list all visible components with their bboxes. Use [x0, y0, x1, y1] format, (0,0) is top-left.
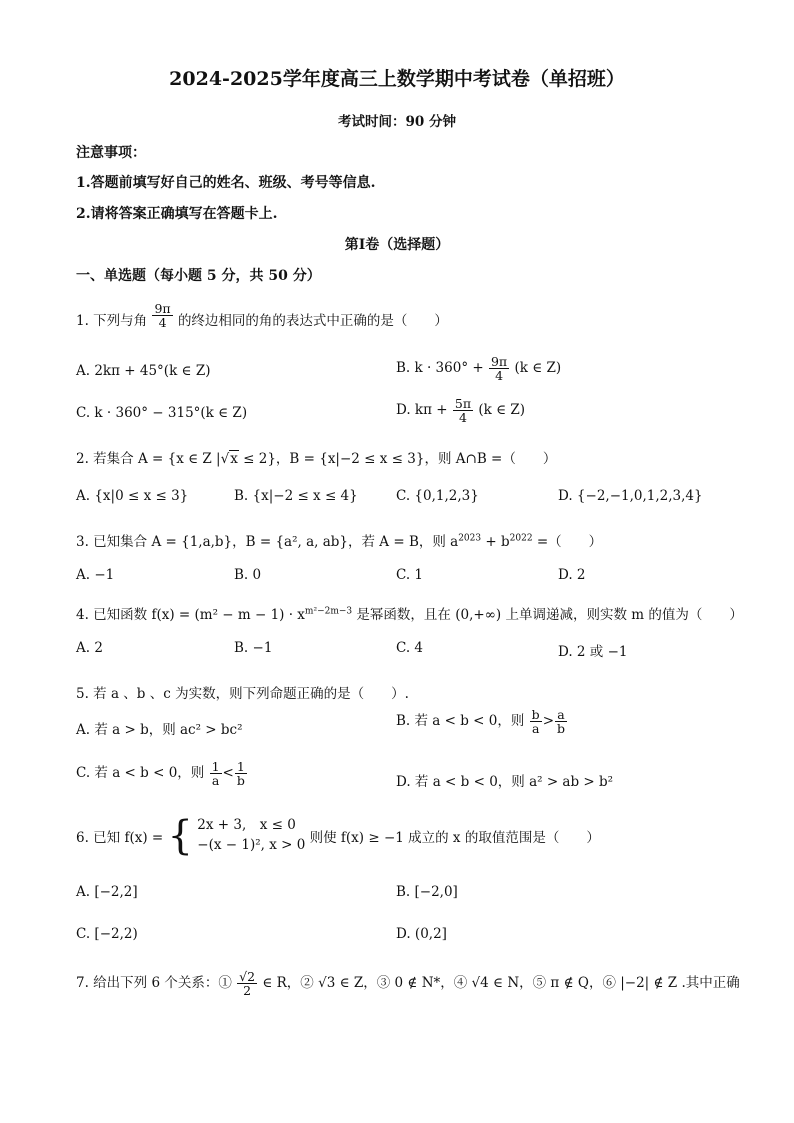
question-6: [76, 813, 600, 859]
part-title: 第Ⅰ卷（选择题）: [344, 237, 450, 253]
question-2: [76, 447, 556, 467]
notes-item-1: 1.答题前填写好自己的姓名、班级、考号等信息.: [76, 175, 376, 191]
q4-pre: 4. 已知函数 f(x) = (m² − m − 1) · x: [76, 607, 305, 623]
q3-option-c[interactable]: C. 1: [396, 567, 424, 583]
q1-frac-den: 4: [158, 315, 167, 331]
q4-exp: m²−2m−3: [304, 606, 353, 617]
question-4: [76, 603, 743, 623]
q7-frac: [237, 970, 257, 997]
q5-b-frac1: [530, 708, 542, 735]
q1-d-pre: D. kπ +: [396, 402, 448, 419]
q3-exp2: 2022: [509, 533, 533, 544]
q5-option-a[interactable]: A. 若 a > b，则 ac² > bc²: [76, 722, 243, 738]
q1-option-a[interactable]: A. 2kπ + 45°(k ∈ Z): [76, 363, 211, 379]
q1-post: 的终边相同的角的表达式中正确的是（ ）: [177, 313, 448, 329]
q3-option-d[interactable]: D. 2: [558, 567, 586, 583]
section-title: 一、单选题（每小题 5 分，共 50 分）: [76, 268, 321, 284]
q3-exp1: 2023: [458, 533, 482, 544]
q3-option-b[interactable]: B. 0: [234, 567, 262, 583]
exam-title: 2024-2025学年度高三上数学期中考试卷（单招班）: [169, 68, 625, 90]
q4-post: 是幂函数，且在 (0,+∞) 上单调递减，则实数 m 的值为（ ）: [352, 607, 743, 623]
q6-case-1: 2x + 3, x ≤ 0: [197, 817, 296, 834]
q7-frac-den: 2: [243, 983, 252, 999]
q2-post: ≤ 2}，B = {x|−2 ≤ x ≤ 3}，则 A∩B =（ ）: [238, 451, 557, 467]
q2-pre: 2. 若集合 A = {x ∈ Z |: [76, 451, 221, 467]
q5-c-lt: <: [222, 765, 234, 782]
q3-option-a[interactable]: A. −1: [76, 567, 115, 583]
q5-b-pre: B. 若 a < b < 0，则: [396, 713, 525, 730]
q1-option-b[interactable]: [396, 355, 561, 382]
q4-option-d[interactable]: D. 2 或 −1: [558, 644, 628, 660]
question-7: [76, 970, 740, 997]
q7-frac-num: √2: [239, 969, 256, 984]
q6-case-2: −(x − 1)², x > 0: [197, 837, 306, 853]
q1-b-frac: [489, 355, 509, 382]
q6-pre: 6. 已知 f(x) =: [76, 830, 164, 846]
q1-fraction: [152, 302, 172, 329]
q5-b-gt: >: [542, 713, 554, 730]
q4-option-c[interactable]: C. 4: [396, 640, 424, 656]
question-3: [76, 530, 602, 550]
q1-option-d[interactable]: [396, 397, 525, 424]
q4-option-a[interactable]: A. 2: [76, 640, 103, 656]
notes-heading: 注意事项：: [76, 145, 146, 161]
q7-pre: 7. 给出下列 6 个关系：①: [76, 975, 232, 992]
q7-post: ∈ R，② √3 ∈ Z，③ 0 ∉ N*，④ √4 ∈ N，⑤ π ∉ Q，⑥ |−2| ∉ Z .其中正确: [262, 975, 740, 992]
q1-b-post: (k ∈ Z): [514, 360, 562, 377]
q2-sqrt: x: [230, 451, 238, 467]
q5-c-pre: C. 若 a < b < 0，则: [76, 765, 205, 782]
q1-option-c[interactable]: C. k · 360° − 315°(k ∈ Z): [76, 405, 248, 421]
q1-b-pre: B. k · 360° +: [396, 360, 484, 377]
q1-b-num: 9π: [490, 354, 508, 369]
q6-option-a[interactable]: A. [−2,2]: [76, 884, 138, 900]
q5-b-frac2: [555, 708, 567, 735]
q2-option-d[interactable]: D. {−2,−1,0,1,2,3,4}: [558, 488, 703, 504]
q5-b-n2: a: [557, 707, 565, 722]
q6-option-d[interactable]: D. (0,2]: [396, 926, 447, 942]
q5-c-n2: 1: [236, 759, 245, 774]
q5-option-c[interactable]: [76, 760, 248, 787]
q5-b-d2: b: [557, 721, 566, 737]
q5-c-frac2: [235, 760, 247, 787]
q5-b-n1: b: [531, 707, 540, 722]
q5-option-b[interactable]: [396, 708, 568, 735]
q6-brace: {: [167, 813, 193, 859]
q1-d-den: 4: [459, 410, 467, 426]
q6-option-b[interactable]: B. [−2,0]: [396, 884, 458, 900]
q2-sqrt-sign: √: [220, 451, 230, 467]
q6-cases: [197, 816, 305, 855]
q2-option-b[interactable]: B. {x|−2 ≤ x ≤ 4}: [234, 488, 358, 504]
q1-pre: 1. 下列与角: [76, 313, 148, 329]
exam-time: 考试时间：90 分钟: [338, 114, 456, 130]
q5-b-d1: a: [531, 721, 540, 737]
q3-post: =（ ）: [532, 534, 603, 550]
q5-option-d[interactable]: D. 若 a < b < 0，则 a² > ab > b²: [396, 774, 614, 790]
q2-option-c[interactable]: C. {0,1,2,3}: [396, 488, 479, 504]
q1-b-den: 4: [495, 368, 504, 384]
q6-option-c[interactable]: C. [−2,2): [76, 926, 138, 942]
question-1: [76, 302, 448, 329]
q3-mid: + b: [481, 534, 510, 550]
question-5: 5. 若 a 、b 、c 为实数，则下列命题正确的是（ ）.: [76, 686, 409, 702]
q5-c-n1: 1: [211, 759, 220, 774]
q2-option-a[interactable]: A. {x|0 ≤ x ≤ 3}: [76, 488, 189, 504]
q1-d-frac: [453, 397, 473, 424]
q1-d-num: 5π: [454, 396, 472, 411]
notes-item-2: 2.请将答案正确填写在答题卡上.: [76, 206, 278, 222]
q4-option-b[interactable]: B. −1: [234, 640, 273, 656]
q3-pre: 3. 已知集合 A = {1,a,b}，B = {a², a, ab}，若 A = B，则 a: [76, 534, 459, 550]
q5-c-d1: a: [211, 773, 220, 789]
q1-frac-num: 9π: [154, 301, 171, 316]
q1-d-post: (k ∈ Z): [478, 402, 526, 419]
q6-post: 则使 f(x) ≥ −1 成立的 x 的取值范围是（ ）: [309, 830, 600, 846]
q5-c-d2: b: [236, 773, 245, 789]
q5-c-frac1: [210, 760, 222, 787]
